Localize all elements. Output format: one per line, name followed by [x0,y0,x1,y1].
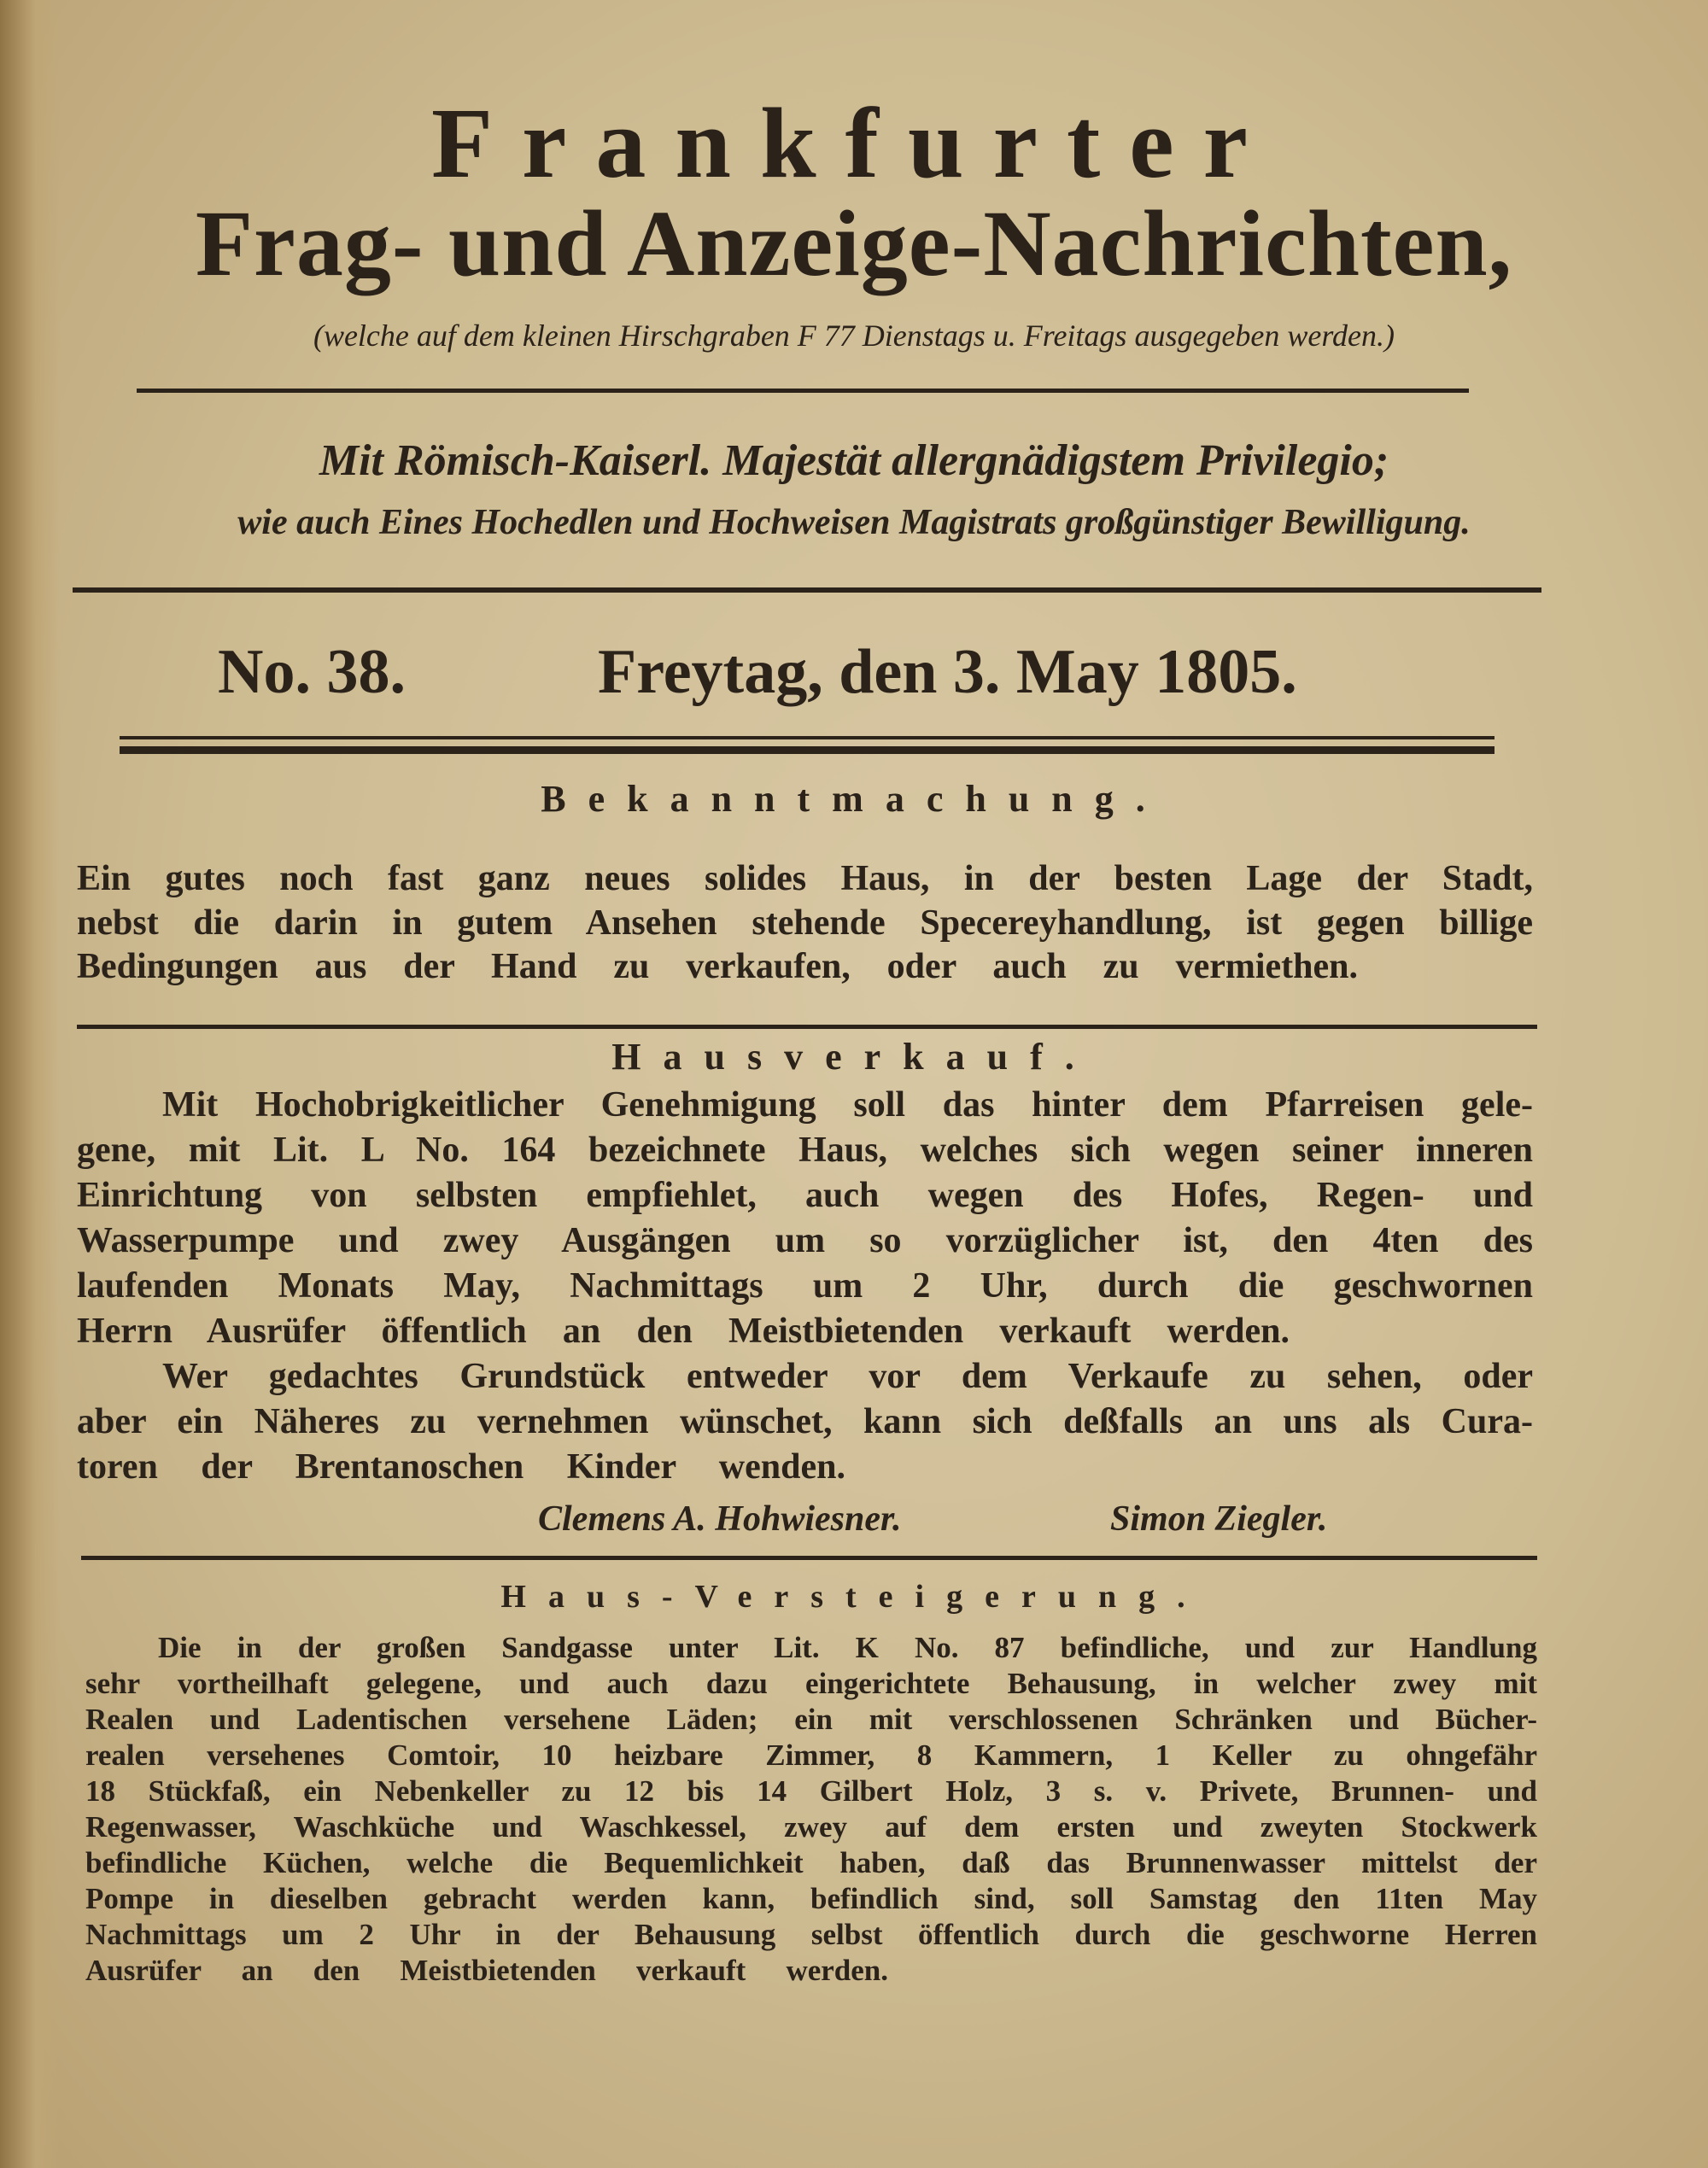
article-heading: Haus-Versteigerung. [500,1579,1208,1615]
text-line: Realen und Ladentischen versehene Läden; ein mit verschlossenen Schränken und Bücher- [85,1703,1537,1736]
divider [137,389,1469,393]
text-line: Einrichtung von selbsten empfiehlet, auch wegen des Hofes, Regen- und [77,1176,1533,1215]
text-line: Mit Hochobrigkeitlicher Genehmigung soll das hinter dem Pfarreisen gele- [162,1085,1533,1125]
divider [120,736,1494,739]
text-line: Ein gutes noch fast ganz neues solides Haus, in der besten Lage der Stadt, [77,859,1533,898]
text-line: Bedingungen aus der Hand zu verkaufen, oder auch zu vermiethen. [77,947,1358,986]
text-line: Wer gedachtes Grundstück entweder vor dem Verkaufe zu sehen, oder [162,1357,1533,1396]
privilege-line1: Mit Römisch-Kaiserl. Majestät allergnädigstem Privilegio; [319,436,1389,485]
text-line: Pompe in dieselben gebracht werden kann, befindlich sind, soll Samstag den 11ten May [85,1882,1537,1915]
text-line: sehr vortheilhaft gelegene, und auch dazu eingerichtete Behausung, in welcher zwey mit [85,1667,1537,1700]
divider [73,587,1541,593]
text-line: gene, mit Lit. L No. 164 bezeichnete Haus, welches sich wegen seiner inneren [77,1131,1533,1170]
masthead-title-line2: Frag- und Anzeige-Nachrichten, [195,191,1513,295]
issue-number: No. 38. [218,637,406,707]
text-line: laufenden Monats May, Nachmittags um 2 Uhr, durch die geschwornen [77,1266,1533,1306]
text-line: Nachmittags um 2 Uhr in der Behausung selbst öffentlich durch die geschworne Herren [85,1918,1537,1951]
text-line: Regenwasser, Waschküche und Waschkessel, zwey auf dem ersten und zweyten Stockwerk [85,1810,1537,1844]
masthead-title-line1: Frankfurter [430,87,1278,199]
text-line: toren der Brentanoschen Kinder wenden. [77,1447,845,1487]
text-line: Ausrüfer an den Meistbietenden verkauft werden. [85,1954,888,1987]
text-line: Wasserpumpe und zwey Ausgängen um so vorzüglicher ist, den 4ten des [77,1221,1533,1260]
text-line: aber ein Näheres zu vernehmen wünschet, kann sich deßfalls an uns als Cura- [77,1402,1533,1441]
signature: Simon Ziegler. [1110,1499,1328,1539]
text-line: 18 Stückfaß, ein Nebenkeller zu 12 bis 14 Gilbert Holz, 3 s. v. Privete, Brunnen- und [85,1774,1537,1808]
divider [77,1025,1537,1029]
text-line: nebst die darin in gutem Ansehen stehende Specereyhandlung, ist gegen billige [77,903,1533,943]
privilege-line2: wie auch Eines Hochedlen und Hochweisen Magistrats großgünstiger Bewilligung. [237,503,1471,542]
article-heading: Bekanntmachung. [541,778,1167,820]
text-line: realen versehenes Comtoir, 10 heizbare Zimmer, 8 Kammern, 1 Keller zu ohngefähr [85,1738,1537,1772]
divider [120,746,1494,754]
masthead-subtitle: (welche auf dem kleinen Hirschgraben F 77 Dienstags u. Freitags ausgegeben werden.) [313,318,1395,353]
text-line: Herrn Ausrüfer öffentlich an den Meistbietenden verkauft werden. [77,1312,1290,1351]
text-line: befindliche Küchen, welche die Bequemlichkeit haben, daß das Brunnenwasser mittelst der [85,1846,1537,1879]
issue-date: Freytag, den 3. May 1805. [598,637,1297,707]
divider [81,1556,1537,1560]
text-line: Die in der großen Sandgasse unter Lit. K No. 87 befindliche, und zur Handlung [158,1631,1537,1664]
signature: Clemens A. Hohwiesner. [538,1499,902,1539]
article-heading: Hausverkauf. [611,1036,1097,1078]
